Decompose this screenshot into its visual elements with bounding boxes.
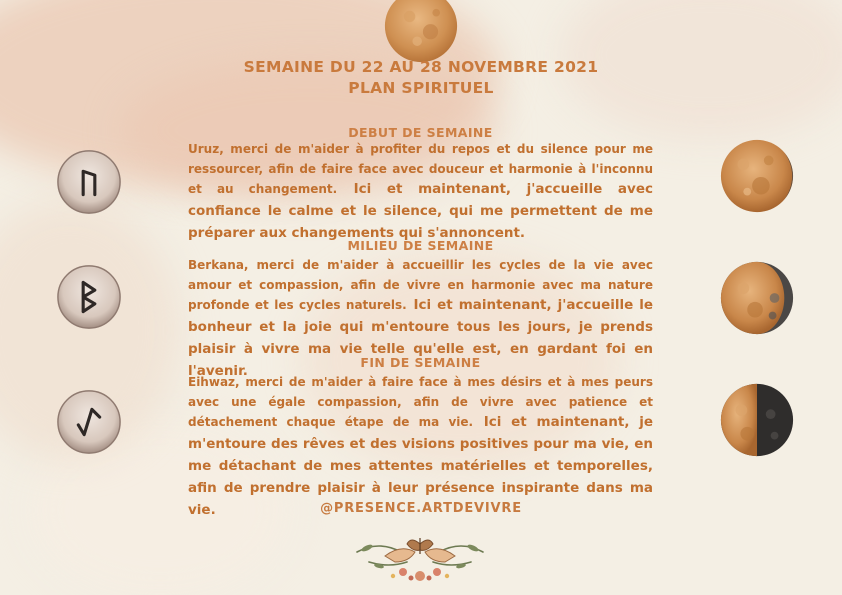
section-intro: Berkana, merci de m'aider à accueillir les cycles de la vie avec amour et compassion, afin de vivre en harmonie avec ma nature profonde et les cycles naturels.	[188, 258, 653, 312]
section-affirmation: Ici et maintenant, j'accueille avec confiance le calme et le silence, qui me permettent de me préparer aux changements qui s'annoncent.	[188, 181, 653, 241]
section-heading-fin: FIN DE SEMAINE	[360, 355, 481, 370]
waning-gibbous-moon-icon	[718, 259, 796, 337]
waning-gibbous-moon-icon	[718, 137, 796, 215]
section-text-fin	[188, 371, 653, 521]
section-affirmation: Ici et maintenant, j'accueille le bonheur et la joie qui m'entoure tous les jours, je prends plaisir à vivre ma vie telle qu'elle est, en gardant foi en l'avenir.	[188, 297, 653, 379]
last-quarter-moon-icon	[718, 381, 796, 459]
page-title: SEMAINE DU 22 AU 28 NOVEMBRE 2021	[243, 58, 599, 76]
eihwaz-rune-stone-icon	[55, 388, 123, 456]
page-subtitle: PLAN SPIRITUEL	[348, 79, 494, 97]
berkana-rune-stone-icon	[55, 263, 123, 331]
instagram-handle: @PRESENCE.ARTDEVIVRE	[320, 501, 522, 516]
section-affirmation: Ici et maintenant, je m'entoure des rêves et des visions positives pour ma vie, en me détachant de mes attentes matérielles et temporelles, afin de prendre plaisir à leur présence inspirante dans ma vie.	[188, 414, 653, 518]
uruz-rune-stone-icon	[55, 148, 123, 216]
section-heading-milieu: MILIEU DE SEMAINE	[347, 238, 494, 253]
section-heading-debut: DEBUT DE SEMAINE	[348, 125, 493, 140]
section-text-debut	[188, 138, 653, 244]
full-moon-icon	[383, 0, 459, 64]
hands-floral-logo-icon	[349, 522, 491, 584]
section-intro: Eihwaz, merci de m'aider à faire face à mes désirs et à mes peurs avec une égale compassion, afin de vivre avec patience et détachement chaque étape de ma vie.	[188, 375, 653, 429]
section-intro: Uruz, merci de m'aider à profiter du repos et du silence pour me ressourcer, afin de faire face avec douceur et harmonie à l'inconnu et au changement.	[188, 142, 653, 196]
